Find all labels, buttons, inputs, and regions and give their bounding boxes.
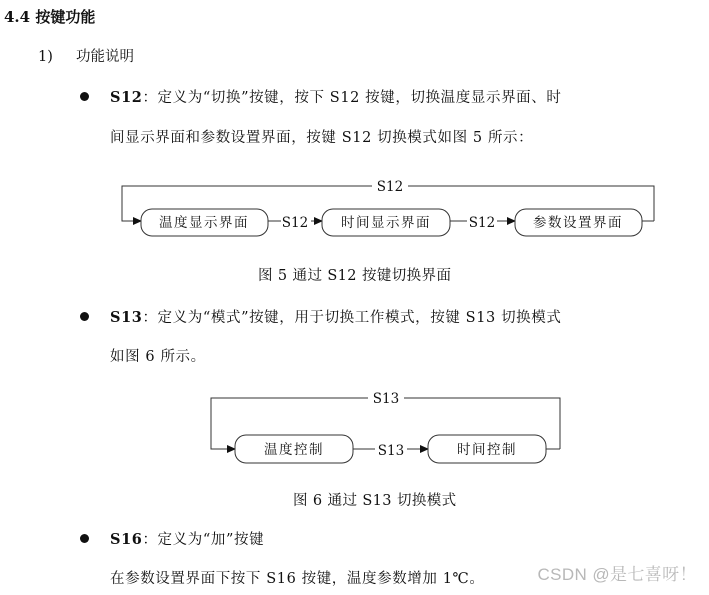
figure-5-node-3-label: 参数设置界面 xyxy=(533,215,623,231)
item-s13-text: ：定义为“模式”按键，用于切换工作模式，按键 S13 切换模式 xyxy=(142,310,562,326)
figure-5-node-2-label: 时间显示界面 xyxy=(341,215,431,231)
figure-6-node-2-label: 时间控制 xyxy=(457,442,517,458)
figure-6-loop-label: S13 xyxy=(372,391,400,407)
figure-6-caption: 图 6 通过 S13 切换模式 xyxy=(293,493,457,509)
figure-5-edge-1-label: S12 xyxy=(281,215,309,231)
section-number: 4.4 xyxy=(4,8,31,26)
subsection-title: 功能说明 xyxy=(76,49,134,65)
item-s16-text: ：定义为“加”按键 xyxy=(142,532,265,548)
item-s13-line2: 如图 6 所示。 xyxy=(110,349,206,365)
item-s12-line2: 间显示界面和参数设置界面，按键 S12 切换模式如图 5 所示： xyxy=(110,130,534,146)
item-s13-line1 xyxy=(110,306,561,327)
figure-6-edge-label: S13 xyxy=(377,443,405,459)
item-s12-line1 xyxy=(110,86,561,107)
figure-5-node-1-label: 温度显示界面 xyxy=(159,215,249,231)
bullet-icon xyxy=(80,534,89,543)
item-s16-line1 xyxy=(110,528,264,549)
subsection-heading xyxy=(38,45,134,66)
figure-5-loop-label: S12 xyxy=(376,179,404,195)
item-s16-line2: 在参数设置界面下按下 S16 按键，温度参数增加 1℃。 xyxy=(110,571,485,587)
section-title: 按键功能 xyxy=(35,8,96,26)
figure-6-node-1-label: 温度控制 xyxy=(264,442,324,458)
item-s12-text: ：定义为“切换”按键，按下 S12 按键，切换温度显示界面、时 xyxy=(142,90,562,106)
figure-5-caption: 图 5 通过 S12 按键切换界面 xyxy=(258,268,452,284)
csdn-watermark: CSDN @是七喜呀！ xyxy=(537,565,697,584)
figure-6-diagram xyxy=(0,388,709,468)
subsection-number: 1) xyxy=(38,49,53,65)
item-s16-key: S16 xyxy=(110,531,143,548)
bullet-icon xyxy=(80,92,89,101)
bullet-icon xyxy=(80,312,89,321)
item-s12-key: S12 xyxy=(110,89,143,106)
figure-5-diagram xyxy=(0,174,709,244)
section-heading xyxy=(4,6,95,27)
figure-5-edge-2-label: S12 xyxy=(468,215,496,231)
item-s13-key: S13 xyxy=(110,309,143,326)
